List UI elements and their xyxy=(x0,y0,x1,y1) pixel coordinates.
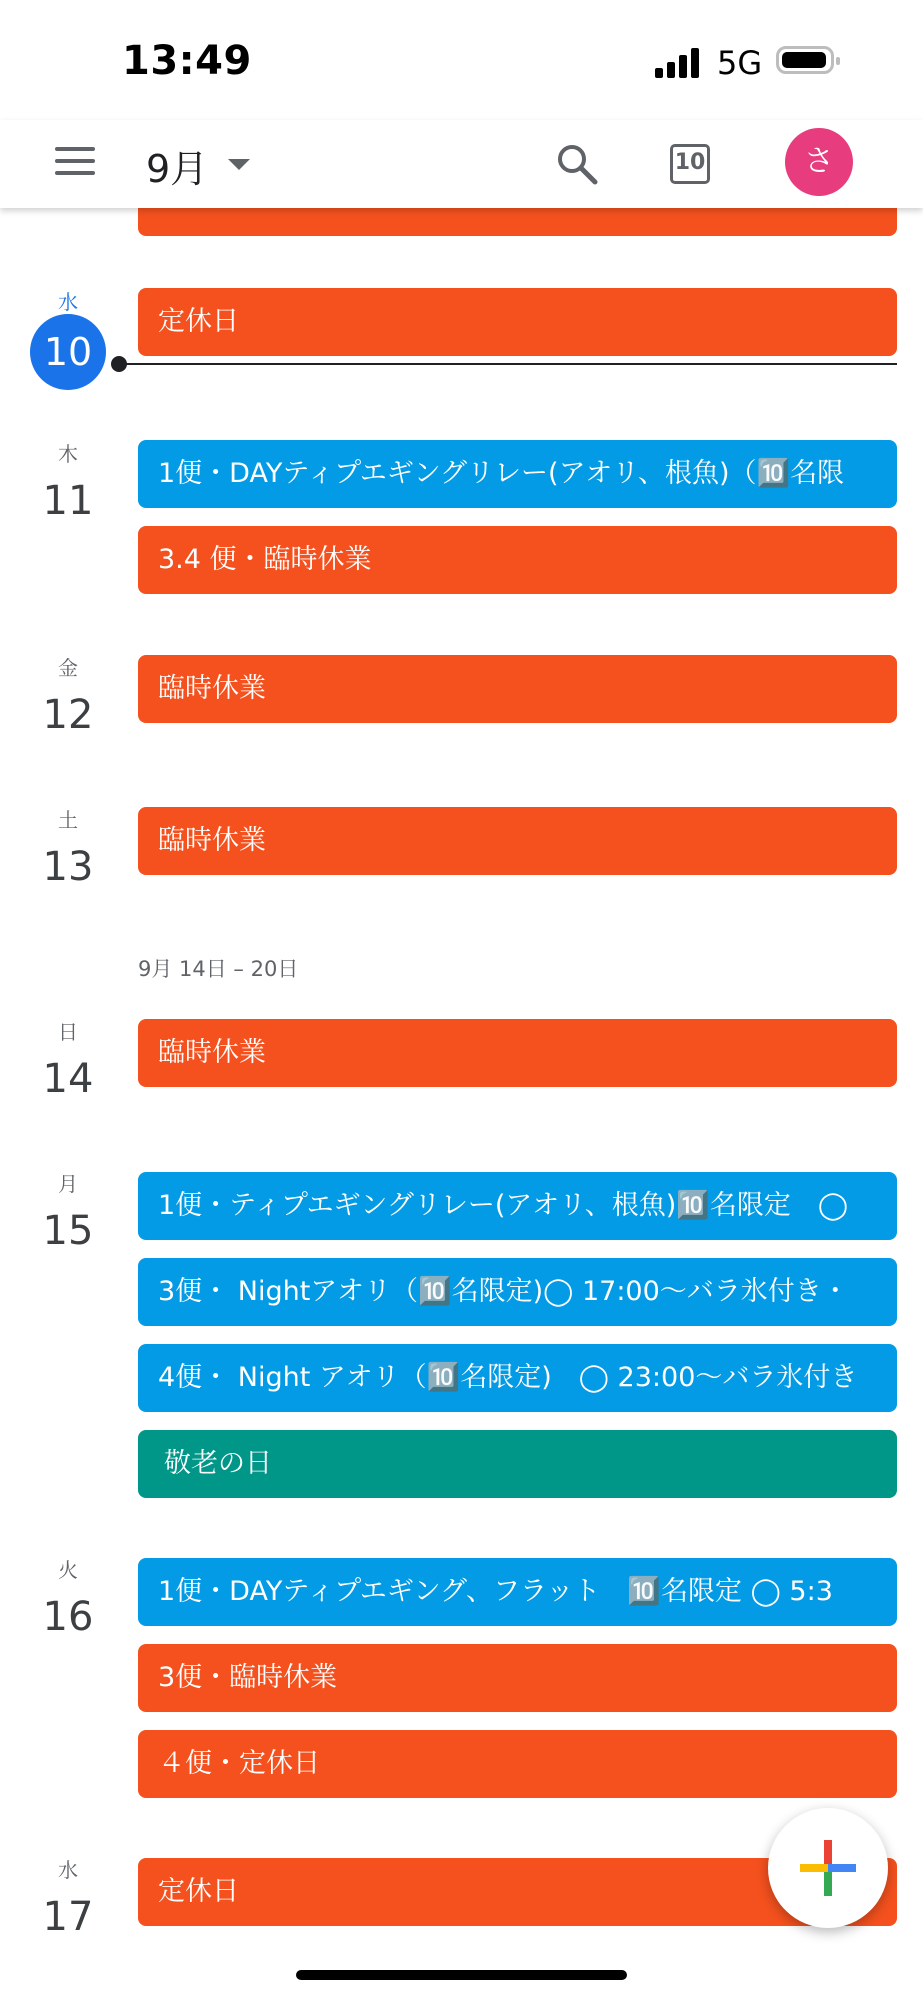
app-bar xyxy=(0,120,923,208)
status-time: 13:49 xyxy=(122,38,252,84)
event-chip[interactable]: 定休日 xyxy=(138,1858,897,1926)
schedule-list xyxy=(0,208,923,2000)
menu-icon[interactable] xyxy=(55,145,95,177)
search-icon[interactable] xyxy=(555,142,599,186)
day-of-week: 月 xyxy=(58,1172,78,1196)
today-date[interactable]: 10 xyxy=(30,314,106,390)
home-indicator xyxy=(296,1970,627,1980)
event-chip[interactable]: 3便・ Nightアオリ（🔟名限定)◯ 17:00～バラ氷付き・ xyxy=(138,1258,897,1326)
day-number[interactable]: 12 xyxy=(42,692,94,738)
day-of-week: 金 xyxy=(58,656,78,680)
event-chip[interactable]: 3.4 便・臨時休業 xyxy=(138,526,897,594)
event-chip[interactable]: 4便・ Night アオリ（🔟名限定) ◯ 23:00～バラ氷付き xyxy=(138,1344,897,1412)
today-number: 10 xyxy=(674,150,706,175)
network-type: 5G xyxy=(717,44,763,82)
event-chip-partial[interactable] xyxy=(138,208,897,236)
day-of-week: 火 xyxy=(58,1558,78,1582)
day-of-week: 日 xyxy=(58,1020,78,1044)
day-number[interactable]: 15 xyxy=(42,1208,94,1254)
avatar[interactable]: さ xyxy=(785,128,853,196)
battery-icon xyxy=(776,46,834,74)
create-event-button[interactable] xyxy=(768,1808,888,1928)
day-of-week: 土 xyxy=(58,808,78,832)
current-time-line xyxy=(120,363,897,365)
event-chip[interactable]: ４便・定休日 xyxy=(138,1730,897,1798)
event-chip[interactable]: 1便・DAYティプエギング、フラット 🔟名限定 ◯ 5:3 xyxy=(138,1558,897,1626)
day-number[interactable]: 14 xyxy=(42,1056,94,1102)
event-chip[interactable]: 定休日 xyxy=(138,288,897,356)
plus-icon xyxy=(768,1808,888,1928)
event-chip[interactable]: 臨時休業 xyxy=(138,655,897,723)
day-number[interactable]: 16 xyxy=(42,1594,94,1640)
day-of-week: 木 xyxy=(58,442,78,466)
day-number[interactable]: 17 xyxy=(42,1894,94,1940)
event-chip[interactable]: 1便・ティプエギングリレー(アオリ、根魚)🔟名限定 ◯ xyxy=(138,1172,897,1240)
event-chip[interactable]: 臨時休業 xyxy=(138,807,897,875)
today-button[interactable] xyxy=(670,140,716,188)
week-range-label: 9月 14日 – 20日 xyxy=(138,957,299,981)
day-number[interactable]: 11 xyxy=(42,478,94,524)
event-chip[interactable]: 臨時休業 xyxy=(138,1019,897,1087)
event-chip[interactable]: 3便・臨時休業 xyxy=(138,1644,897,1712)
chevron-down-icon[interactable] xyxy=(228,159,250,170)
status-bar xyxy=(0,0,923,120)
day-of-week: 水 xyxy=(58,290,78,314)
day-of-week: 水 xyxy=(58,1858,78,1882)
signal-icon xyxy=(655,48,703,78)
month-title[interactable]: 9月 xyxy=(146,147,209,191)
event-chip[interactable]: 1便・DAYティプエギングリレー(アオリ、根魚)（🔟名限 xyxy=(138,440,897,508)
event-chip-holiday[interactable]: 敬老の日 xyxy=(138,1430,897,1498)
day-number[interactable]: 13 xyxy=(42,844,94,890)
